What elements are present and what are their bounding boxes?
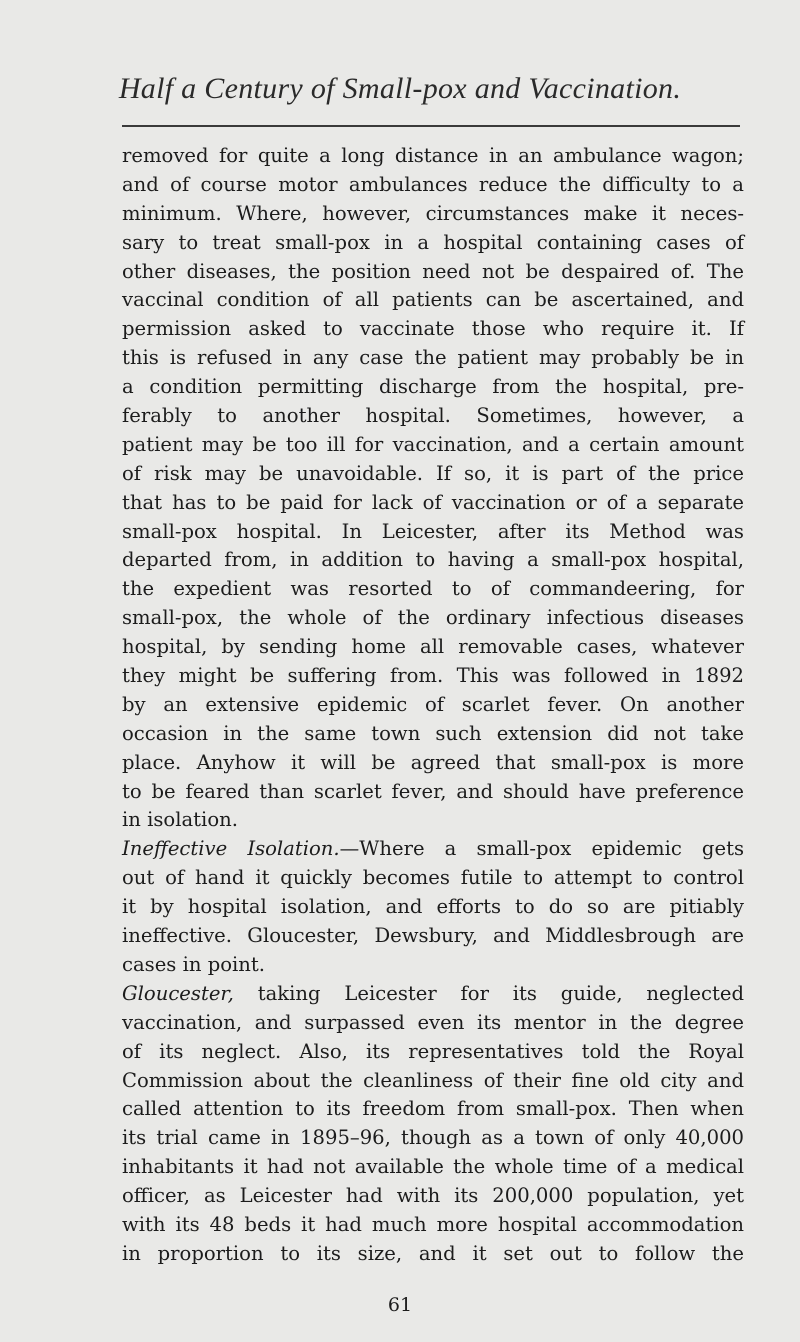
- text-line: in proportion to its size, and it set out to follow the: [122, 1241, 744, 1265]
- text-line: inhabitants it had not available the whole time of a medical: [122, 1155, 744, 1179]
- text-line: officer, as Leicester had with its 200,000 population, yet: [122, 1184, 744, 1208]
- text-line: minimum. Where, however, circumstances make it neces-: [122, 201, 744, 225]
- text-line: the expedient was resorted to of commandeering, for: [122, 577, 744, 601]
- text-line: in isolation.: [122, 808, 238, 832]
- page-body: [122, 142, 744, 1269]
- text-line: sary to treat small-pox in a hospital containing cases of: [122, 230, 744, 254]
- text-line: ferably to another hospital. Sometimes, however, a: [122, 404, 744, 428]
- text-run: taking Leicester for its guide, neglected: [233, 981, 744, 1005]
- text-line: out of hand it quickly becomes futile to attempt to control: [122, 866, 744, 890]
- text-line: it by hospital isolation, and efforts to do so are pitiably: [122, 895, 744, 919]
- text-run: —Where a small-pox epidemic gets: [339, 837, 744, 861]
- text-line: with its 48 beds it had much more hospital accommodation: [122, 1212, 744, 1236]
- text-line: other diseases, the position need not be despaired of. The: [122, 259, 744, 283]
- text-line: they might be suffering from. This was followed in 1892: [122, 664, 744, 688]
- paragraph-1: [122, 142, 744, 835]
- text-line: of risk may be unavoidable. If so, it is part of the price: [122, 461, 744, 485]
- text-line: this is refused in any case the patient may probably be in: [122, 346, 744, 370]
- page-number: 61: [387, 1294, 413, 1316]
- text-line: vaccination, and surpassed even its mentor in the degree: [122, 1010, 744, 1034]
- text-line: ineffective. Gloucester, Dewsbury, and Middlesbrough are: [122, 924, 744, 948]
- text-line: small-pox hospital. In Leicester, after its Method was: [122, 519, 744, 543]
- text-line: [122, 835, 744, 864]
- header-rule: [122, 125, 740, 127]
- paragraph-3: [122, 980, 744, 1269]
- paragraph-2: [122, 835, 744, 979]
- text-line: hospital, by sending home all removable cases, whatever: [122, 635, 744, 659]
- text-line: departed from, in addition to having a small-pox hospital,: [122, 548, 744, 572]
- text-line: small-pox, the whole of the ordinary infectious diseases: [122, 606, 744, 630]
- running-header: Half a Century of Small-pox and Vaccination.: [118, 72, 682, 105]
- text-line: cases in point.: [122, 952, 266, 976]
- text-line: [122, 980, 744, 1009]
- text-line: permission asked to vaccinate those who require it. If: [122, 317, 744, 341]
- text-line: a condition permitting discharge from the hospital, pre-: [122, 375, 744, 399]
- text-line: to be feared than scarlet fever, and should have preference: [122, 779, 744, 803]
- text-line: vaccinal condition of all patients can be ascertained, and: [122, 288, 744, 312]
- text-line: and of course motor ambulances reduce the difficulty to a: [122, 172, 744, 196]
- text-line: place. Anyhow it will be agreed that small-pox is more: [122, 750, 744, 774]
- section-heading-gloucester: Gloucester,: [122, 981, 234, 1005]
- section-heading-ineffective-isolation: Ineffective Isolation.: [122, 837, 340, 861]
- text-line: that has to be paid for lack of vaccination or of a separate: [122, 490, 744, 514]
- text-line: of its neglect. Also, its representatives told the Royal: [122, 1039, 744, 1063]
- text-line: by an extensive epidemic of scarlet fever. On another: [122, 692, 744, 716]
- text-line: called attention to its freedom from small-pox. Then when: [122, 1097, 744, 1121]
- text-line: removed for quite a long distance in an ambulance wagon;: [122, 144, 744, 167]
- text-line: Commission about the cleanliness of their fine old city and: [122, 1068, 744, 1092]
- text-line: patient may be too ill for vaccination, and a certain amount: [122, 432, 744, 456]
- text-line: occasion in the same town such extension did not take: [122, 721, 744, 745]
- text-line: its trial came in 1895–96, though as a town of only 40,000: [122, 1126, 744, 1150]
